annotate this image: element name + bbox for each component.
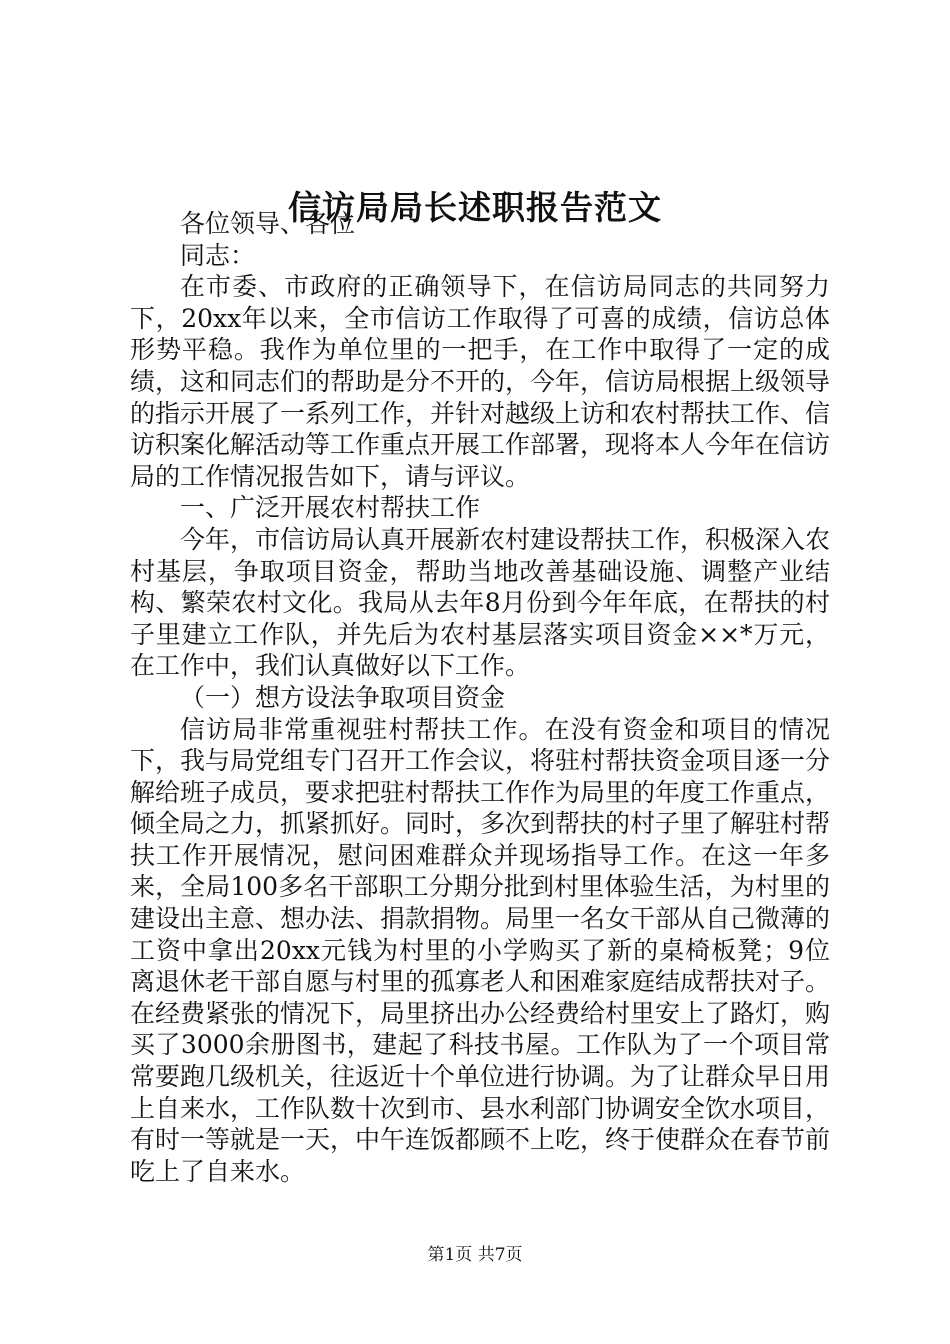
subsection-heading-1: （一）想方设法争取项目资金 (180, 682, 506, 712)
document-title: 信访局局长述职报告范文 (288, 188, 662, 227)
page-number-footer: 第1页 共7页 (427, 1245, 523, 1265)
document-body (130, 208, 830, 1187)
intro-paragraph: 在市委、市政府的正确领导下，在信访局同志的共同努力下，20xx年以来，全市信访工作取得了可喜的成绩，信访总体形势平稳。我作为单位里的一把手，在工作中取得了一定的成绩，这和同志们的帮助是分不开的，今年，信访局根据上级领导的指示开展了一系列工作，并针对越级上访和农村帮扶工作、信访积案化解活动等工作重点开展工作部署，现将本人今年在信访局的工作情况报告如下，请与评议。 (130, 272, 831, 491)
salutation-line-2: 同志： (180, 240, 256, 270)
section-1-paragraph: 今年，市信访局认真开展新农村建设帮扶工作，积极深入农村基层，争取项目资金，帮助当地改善基础设施、调整产业结构、繁荣农村文化。我局从去年8月份到今年年底，在帮扶的村子里建立工作队，并先后为农村基层落实项目资金××*万元，在工作中，我们认真做好以下工作。 (130, 524, 831, 681)
salutation-line-1: 各位领导、各位 (180, 209, 356, 238)
subsection-1-paragraph: 信访局非常重视驻村帮扶工作。在没有资金和项目的情况下，我与局党组专门召开工作会议，将驻村帮扶资金项目逐一分解给班子成员，要求把驻村帮扶工作作为局里的年度工作重点，倾全局之力，抓紧抓好。同时，多次到帮扶的村子里了解驻村帮扶工作开展情况，慰问困难群众并现场指导工作。在这一年多来，全局100多名干部职工分期分批到村里体验生活，为村里的建设出主意、想办法、捐款捐物。局里一名女干部从自己微薄的工资中拿出20xx元钱为村里的小学购买了新的桌椅板凳；9位离退休老干部自愿与村里的孤寡老人和困难家庭结成帮扶对子。在经费紧张的情况下，局里挤出办公经费给村里安上了路灯，购买了3000余册图书，建起了科技书屋。工作队为了一个项目常常要跑几级机关，往返近十个单位进行协调。为了让群众早日用上自来水，工作队数十次到市、县水利部门协调安全饮水项目，有时一等就是一天，中午连饭都顾不上吃，终于使群众在春节前吃上了自来水。 (130, 714, 831, 1186)
section-heading-1: 一、广泛开展农村帮扶工作 (180, 493, 481, 523)
